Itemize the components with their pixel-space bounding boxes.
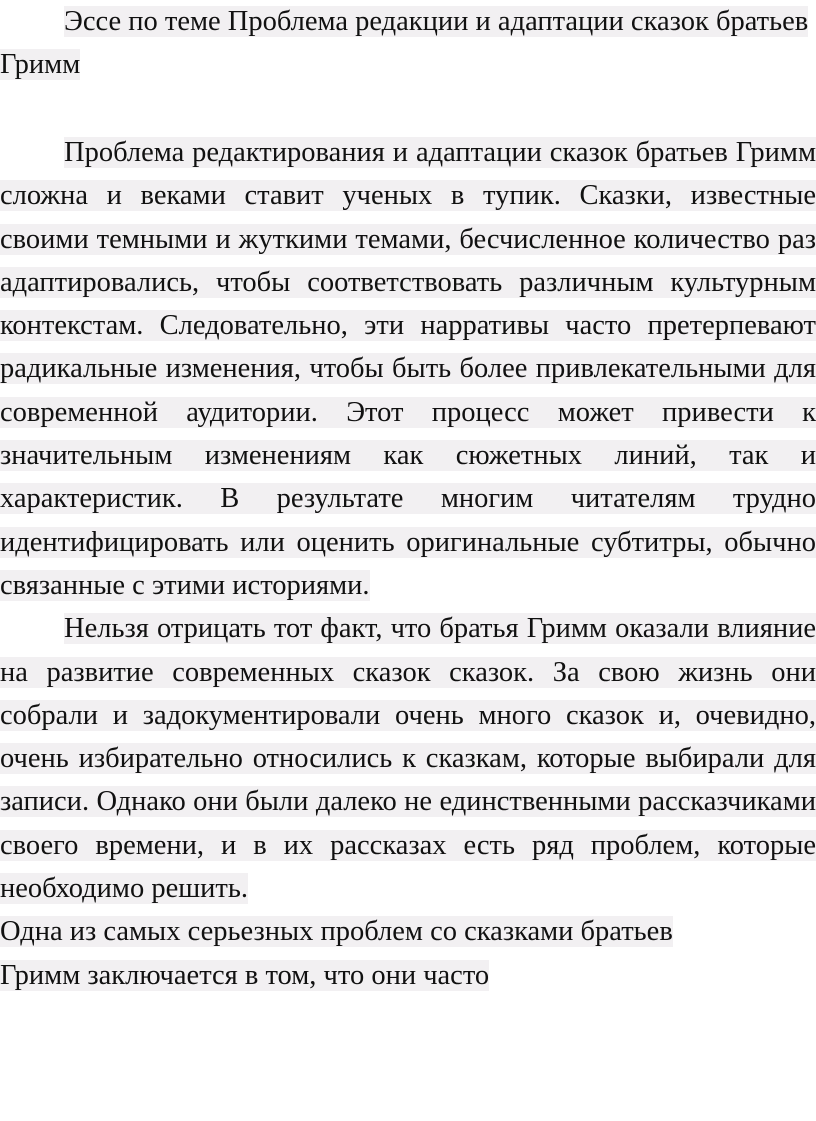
blank-line [0, 86, 816, 131]
paragraph-1-text: Проблема редактирования и адаптации сказок братьев Гримм сложна и веками ставит ученых в тупик. Сказки, известные своими темными и жуткими темами, бесчисленное количество раз адаптировались, чтобы соответствовать различным культурным контекстам. Следовательно, эти нарративы часто претерпевают радикальные изменения, чтобы быть более привлекательными для современной аудитории. Этот процесс может привести к значительным изменениям как сюжетных линий, так и характеристик. В результате многим читателям трудно идентифицировать или оценить оригинальные субтитры, обычно связанные с этими историями. [0, 137, 816, 601]
paragraph-2 [0, 607, 816, 910]
closing-line-1-text: Одна из самых серьезных проблем со сказками братьев [0, 916, 673, 948]
paragraph-1 [0, 131, 816, 607]
closing-line-1 [0, 910, 816, 953]
document-title [0, 0, 816, 86]
closing-line-2-text: Гримм заключается в том, что они часто [0, 959, 490, 991]
document-title-text: Эссе по теме Проблема редакции и адаптации сказок братьев Гримм [0, 6, 809, 80]
paragraph-2-text: Нельзя отрицать тот факт, что братья Гримм оказали влияние на развитие современных сказок сказок. За свою жизнь они собрали и задокументировали очень много сказок и, очевидно, очень избирательно относились к сказкам, которые выбирали для записи. Однако они были далеко не единственными рассказчиками своего времени, и в их рассказах есть ряд проблем, которые необходимо решить. [0, 613, 816, 905]
closing-line-2 [0, 954, 816, 997]
